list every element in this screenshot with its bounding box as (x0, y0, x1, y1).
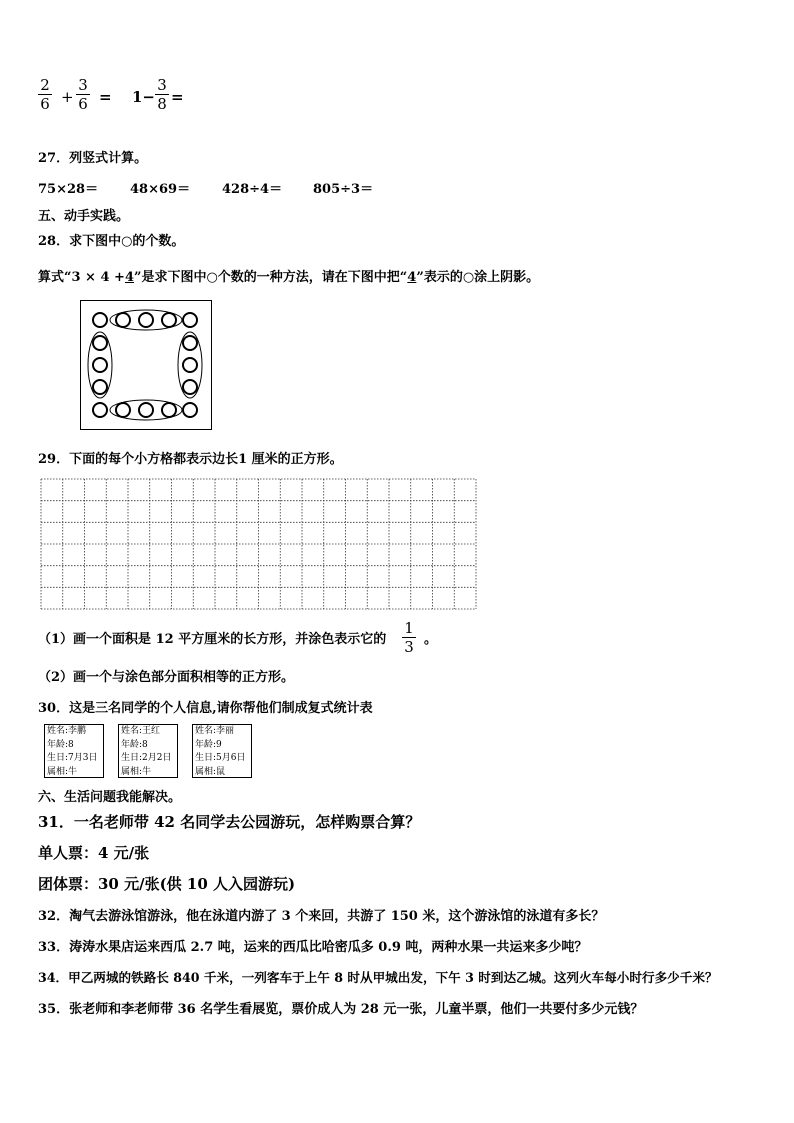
circle (139, 313, 153, 327)
info-card-3 (192, 724, 252, 778)
circle (116, 313, 130, 327)
q32-text: 32．淘气去游泳馆游泳，他在泳道内游了 3 个来回，共游了 150 米，这个游泳馆的泳道有多长？ (38, 909, 605, 924)
group-ellipse-right (178, 332, 202, 398)
circle (183, 313, 197, 327)
info-card-1 (44, 724, 104, 778)
fraction-2-6 (38, 77, 52, 112)
q29-title: 29．下面的每个小方格都表示边长1 厘米的正方形。 (38, 452, 343, 467)
circle (93, 358, 107, 372)
card-row-zodiac: 属相:牛 (121, 766, 152, 777)
section-6-heading: 六、生活问题我能解决。 (38, 790, 182, 805)
q31-title: 31．一名老师带 42 名同学去公园游玩，怎样购票合算？ (38, 813, 421, 831)
plus-sign: + (61, 88, 74, 106)
q27-item-2: 48×69＝ (130, 182, 191, 197)
q27-item-1: 75×28＝ (38, 182, 99, 197)
card-row-age: 年龄:9 (195, 739, 222, 750)
q31-group-ticket: 团体票：30 元/张(供 10 人入园游玩) (38, 875, 296, 893)
one-minus: 1− (132, 88, 156, 106)
q30-title: 30．这是三名同学的个人信息,请你帮他们制成复式统计表 (38, 701, 373, 716)
circle-diagram (80, 300, 212, 430)
card-row-age: 年龄:8 (121, 739, 148, 750)
q28-description (38, 266, 539, 285)
equals-sign: = (99, 88, 112, 106)
q29-sub1-text: （1）画一个面积是 12 平方厘米的长方形，并涂色表示它的 (38, 632, 387, 647)
q28-desc-mid: ”是求下图中○个数的一种方法，请在下图中把“ (133, 270, 408, 285)
q29-sub2: （2）画一个与涂色部分面积相等的正方形。 (38, 670, 295, 685)
circle (162, 403, 176, 417)
group-ellipse-left (88, 332, 112, 398)
fraction-3-6 (76, 77, 90, 112)
circle (93, 380, 107, 394)
fraction-denominator: 6 (40, 95, 50, 113)
fraction-denominator: 3 (404, 638, 414, 656)
q27-item-3: 428÷4＝ (222, 182, 283, 197)
q28-desc-pre: 算式“3 × 4 + (38, 270, 125, 285)
q34-text: 34．甲乙两城的铁路长 840 千米，一列客车于上午 8 时从甲城出发，下午 3 时到达乙城。这列火车每小时行多少千米？ (38, 970, 718, 985)
circle (183, 336, 197, 350)
fraction-1-3 (402, 620, 416, 655)
q27-title: 27．列竖式计算。 (38, 151, 148, 166)
card-row-zodiac: 属相:牛 (47, 766, 78, 777)
fraction-3-8 (155, 77, 169, 112)
circle (162, 313, 176, 327)
q28-desc-post: ”表示的○涂上阴影。 (416, 270, 540, 285)
circle (183, 358, 197, 372)
q29-sub1 (38, 628, 386, 647)
card-row-age: 年龄:8 (47, 739, 74, 750)
q35-text: 35．张老师和李老师带 36 名学生看展览，票价成人为 28 元一张，儿童半票，他们一共要付多少元钱？ (38, 1002, 644, 1017)
card-row-zodiac: 属相:鼠 (195, 766, 226, 777)
fraction-numerator: 3 (157, 76, 167, 94)
fraction-denominator: 6 (78, 95, 88, 113)
q29-sub1-period: 。 (424, 632, 438, 647)
q28-desc-underline-1: 4 (124, 270, 134, 285)
card-row-birthday: 生日:2月2日 (121, 753, 172, 763)
info-card-2 (118, 724, 178, 778)
circle (93, 313, 107, 327)
q33-text: 33．涛涛水果店运来西瓜 2.7 吨，运来的西瓜比哈密瓜多 0.9 吨，两种水果一共运来多少吨？ (38, 940, 588, 955)
circle (183, 380, 197, 394)
fraction-numerator: 2 (40, 76, 50, 94)
card-row-name: 姓名:李丽 (195, 726, 235, 736)
circle (93, 403, 107, 417)
q31-single-ticket: 单人票：4 元/张 (38, 844, 150, 862)
circle (139, 403, 153, 417)
circle (183, 403, 197, 417)
q28-title: 28．求下图中○的个数。 (38, 234, 185, 249)
square-grid[interactable] (40, 478, 477, 610)
q27-item-4: 805÷3＝ (313, 182, 374, 197)
fraction-denominator: 8 (157, 95, 167, 113)
card-row-birthday: 生日:7月3日 (47, 753, 98, 763)
section-5-heading: 五、动手实践。 (38, 209, 130, 224)
circle (116, 403, 130, 417)
fraction-numerator: 1 (404, 619, 414, 637)
circle (93, 336, 107, 350)
fraction-numerator: 3 (78, 76, 88, 94)
card-row-name: 姓名:王红 (121, 726, 161, 736)
equals-sign: = (171, 88, 184, 106)
card-row-name: 姓名:李鹏 (47, 726, 87, 736)
q28-desc-underline-2: 4 (407, 270, 417, 285)
card-row-birthday: 生日:5月6日 (195, 753, 246, 763)
